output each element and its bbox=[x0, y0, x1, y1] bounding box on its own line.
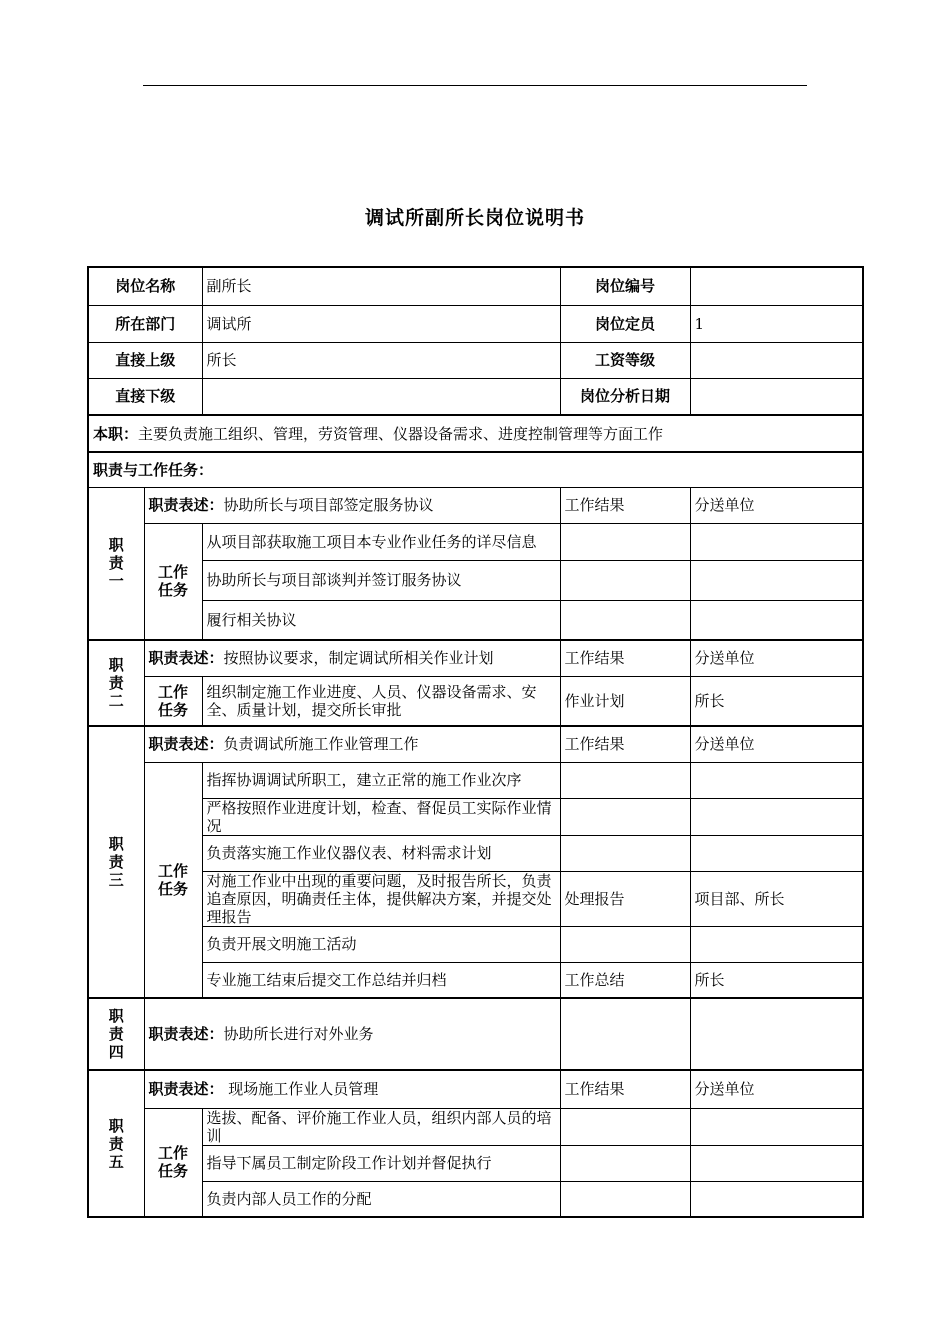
task-row bbox=[88, 762, 863, 798]
desc-label: 职责表述： bbox=[148, 735, 224, 754]
task-text: 指导下属员工制定阶段工作计划并督促执行 bbox=[202, 1145, 560, 1181]
task-result bbox=[560, 560, 690, 600]
job-description-table bbox=[87, 266, 864, 1218]
task-result bbox=[560, 523, 690, 560]
value-superior: 所长 bbox=[202, 342, 560, 378]
task-row bbox=[88, 1108, 863, 1145]
label-post-code: 岗位编号 bbox=[560, 267, 690, 305]
info-row-4 bbox=[88, 378, 863, 415]
duty-3-description bbox=[144, 726, 560, 762]
duty-2-description bbox=[144, 640, 560, 676]
dest-header: 分送单位 bbox=[690, 1070, 863, 1108]
task-text: 负责开展文明施工活动 bbox=[202, 926, 560, 962]
task-dest bbox=[690, 600, 863, 640]
label-analysis-date: 岗位分析日期 bbox=[560, 378, 690, 415]
task-text: 履行相关协议 bbox=[202, 600, 560, 640]
value-headcount: 1 bbox=[690, 305, 863, 342]
duty-1-task-label: 工作 任务 bbox=[144, 523, 202, 640]
task-text: 负责内部人员工作的分配 bbox=[202, 1181, 560, 1217]
label-headcount: 岗位定员 bbox=[560, 305, 690, 342]
label-subordinate: 直接下级 bbox=[88, 378, 202, 415]
task-dest bbox=[690, 798, 863, 835]
task-row bbox=[88, 962, 863, 998]
duty-1-description bbox=[144, 487, 560, 523]
duty-5-description-text: 现场施工作业人员管理 bbox=[223, 1080, 379, 1099]
desc-label: 职责表述： bbox=[148, 1080, 224, 1099]
task-result: 处理报告 bbox=[560, 871, 690, 926]
label-superior: 直接上级 bbox=[88, 342, 202, 378]
task-text: 从项目部获取施工项目本专业作业任务的详尽信息 bbox=[202, 523, 560, 560]
document-title: 调试所副所长岗位说明书 bbox=[364, 207, 585, 229]
task-row bbox=[88, 676, 863, 726]
duty-2-description-text: 按照协议要求，制定调试所相关作业计划 bbox=[223, 649, 494, 668]
task-text: 组织制定施工作业进度、人员、仪器设备需求、安全、质量计划，提交所长审批 bbox=[202, 676, 560, 726]
duty-1-description-text: 协助所长与项目部签定服务协议 bbox=[223, 496, 434, 514]
section-heading-row bbox=[88, 452, 863, 487]
result-header: 工作结果 bbox=[560, 487, 690, 523]
task-result: 作业计划 bbox=[560, 676, 690, 726]
info-row-1 bbox=[88, 267, 863, 305]
task-result bbox=[560, 835, 690, 871]
duty-3-description-text: 负责调试所施工作业管理工作 bbox=[223, 735, 419, 754]
dest-header: 分送单位 bbox=[690, 640, 863, 676]
task-result: 工作总结 bbox=[560, 962, 690, 998]
task-dest bbox=[690, 762, 863, 798]
task-result bbox=[560, 600, 690, 640]
value-post-name: 副所长 bbox=[202, 267, 560, 305]
duty-5-description bbox=[144, 1070, 560, 1108]
label-post-name: 岗位名称 bbox=[88, 267, 202, 305]
task-text: 对施工作业中出现的重要问题，及时报告所长，负责追查原因，明确责任主体，提供解决方案，并提交处理报告 bbox=[202, 871, 560, 926]
task-row bbox=[88, 560, 863, 600]
task-row bbox=[88, 523, 863, 560]
desc-label: 职责表述： bbox=[148, 1025, 224, 1043]
task-row bbox=[88, 835, 863, 871]
task-text: 严格按照作业进度计划，检查、督促员工实际作业情况 bbox=[202, 798, 560, 835]
value-subordinate bbox=[202, 378, 560, 415]
task-result bbox=[560, 1145, 690, 1181]
task-text: 负责落实施工作业仪器仪表、材料需求计划 bbox=[202, 835, 560, 871]
duty-5-label: 职 责 五 bbox=[88, 1070, 144, 1217]
label-department: 所在部门 bbox=[88, 305, 202, 342]
task-result bbox=[560, 798, 690, 835]
duty-4-result bbox=[560, 998, 690, 1070]
task-dest bbox=[690, 1108, 863, 1145]
duty-summary-row bbox=[88, 415, 863, 452]
duty-summary-text: 主要负责施工组织、管理，劳资管理、仪器设备需求、进度控制管理等方面工作 bbox=[138, 424, 664, 443]
info-row-3 bbox=[88, 342, 863, 378]
duty-4-description-text: 协助所长进行对外业务 bbox=[223, 1025, 374, 1043]
dest-header: 分送单位 bbox=[690, 487, 863, 523]
result-header: 工作结果 bbox=[560, 1070, 690, 1108]
duty-4-dest bbox=[690, 998, 863, 1070]
duty-1-label: 职 责 一 bbox=[88, 487, 144, 640]
duty-3-label: 职 责 三 bbox=[88, 726, 144, 998]
result-header: 工作结果 bbox=[560, 640, 690, 676]
task-dest bbox=[690, 1181, 863, 1217]
desc-label: 职责表述： bbox=[148, 649, 224, 668]
duty-5-task-label: 工作 任务 bbox=[144, 1108, 202, 1217]
info-row-2 bbox=[88, 305, 863, 342]
section-heading: 职责与工作任务： bbox=[88, 452, 863, 487]
duty-4-label: 职 责 四 bbox=[88, 998, 144, 1070]
duty-summary bbox=[88, 415, 863, 452]
header-rule bbox=[143, 85, 807, 86]
task-text: 专业施工结束后提交工作总结并归档 bbox=[202, 962, 560, 998]
task-dest: 项目部、所长 bbox=[690, 871, 863, 926]
task-dest bbox=[690, 523, 863, 560]
task-result bbox=[560, 926, 690, 962]
duty-2-task-label: 工作 任务 bbox=[144, 676, 202, 726]
task-dest bbox=[690, 835, 863, 871]
task-result bbox=[560, 1181, 690, 1217]
task-row bbox=[88, 1145, 863, 1181]
value-department: 调试所 bbox=[202, 305, 560, 342]
label-salary-grade: 工资等级 bbox=[560, 342, 690, 378]
dest-header: 分送单位 bbox=[690, 726, 863, 762]
duty-1-description-row bbox=[88, 487, 863, 523]
duty-5-description-row bbox=[88, 1070, 863, 1108]
task-dest bbox=[690, 1145, 863, 1181]
value-salary-grade bbox=[690, 342, 863, 378]
task-text: 指挥协调调试所职工，建立正常的施工作业次序 bbox=[202, 762, 560, 798]
value-post-code bbox=[690, 267, 863, 305]
value-analysis-date bbox=[690, 378, 863, 415]
task-dest: 所长 bbox=[690, 962, 863, 998]
duty-2-label: 职 责 二 bbox=[88, 640, 144, 726]
duty-4-description bbox=[144, 998, 560, 1070]
duty-4-description-row bbox=[88, 998, 863, 1070]
task-row bbox=[88, 600, 863, 640]
result-header: 工作结果 bbox=[560, 726, 690, 762]
task-dest bbox=[690, 560, 863, 600]
task-dest: 所长 bbox=[690, 676, 863, 726]
task-row bbox=[88, 926, 863, 962]
duty-summary-label: 本职： bbox=[93, 424, 139, 443]
task-result bbox=[560, 1108, 690, 1145]
duty-2-description-row bbox=[88, 640, 863, 676]
task-row bbox=[88, 871, 863, 926]
task-row bbox=[88, 1181, 863, 1217]
task-result bbox=[560, 762, 690, 798]
task-text: 协助所长与项目部谈判并签订服务协议 bbox=[202, 560, 560, 600]
duty-3-task-label: 工作 任务 bbox=[144, 762, 202, 998]
task-row bbox=[88, 798, 863, 835]
task-text: 选拔、配备、评价施工作业人员，组织内部人员的培训 bbox=[202, 1108, 560, 1145]
desc-label: 职责表述： bbox=[148, 496, 224, 514]
task-dest bbox=[690, 926, 863, 962]
duty-3-description-row bbox=[88, 726, 863, 762]
